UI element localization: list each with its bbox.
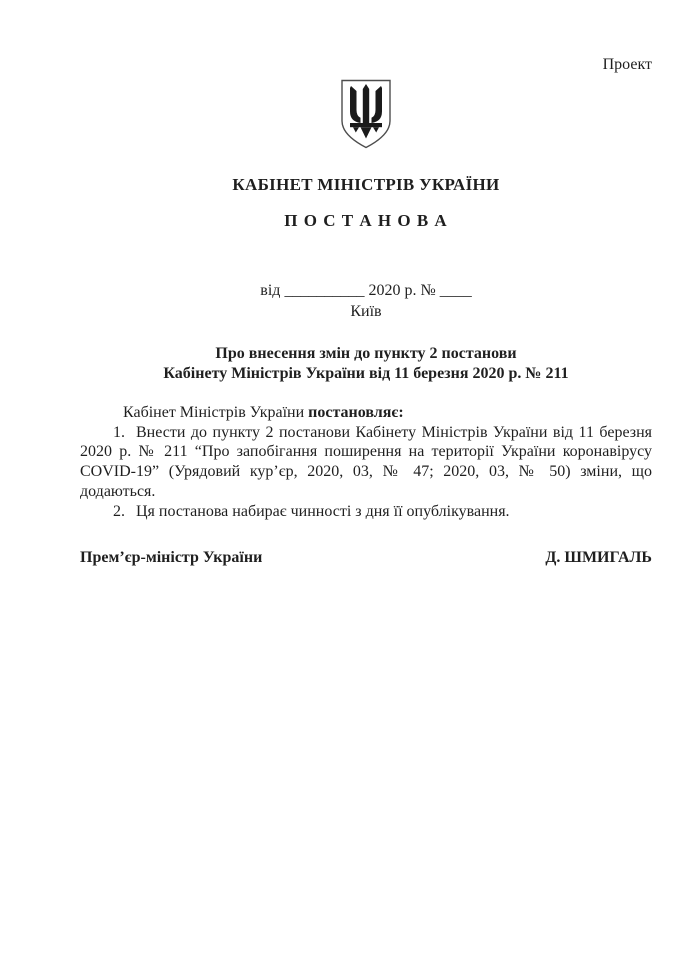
document-body [80,403,652,521]
doc-title-line2: Кабінету Міністрів України від 11 березня 2020 р. № 211 [163,365,569,382]
doc-title [80,344,652,384]
city-label: Київ [350,303,382,320]
date-number-line: від __________ 2020 р. № ____ [260,282,472,299]
clause-1 [80,423,652,502]
signature-row [80,548,652,568]
doc-title-line1: Про внесення змін до пункту 2 постанови [215,345,517,362]
preamble [80,403,652,423]
clause-2-text: Ця постанова набирає чинності з дня її опублікування. [136,502,510,520]
signature-name: Д. ШМИГАЛЬ [545,549,652,567]
draft-label: Проект [602,56,652,73]
clause-2 [80,502,652,522]
ukraine-trident-icon [339,79,393,149]
clause-2-number: 2. [113,502,125,520]
clause-1-number: 1. [113,423,125,441]
signature-position: Прем’єр-міністр України [80,549,263,567]
preamble-verb: постановляє: [308,404,404,421]
clause-1-text: Внести до пункту 2 постанови Кабінету Міністрів України від 11 березня 2020 р. № 211 “Про запобігання поширення на території України коронавірусу COVID-19” (Урядовий кур’єр, 2020, 03, № 47; 2020, 03, № 50) зміни, що додаються. [80,423,652,500]
preamble-lead: Кабінет Міністрів України [123,404,309,421]
coat-of-arms-emblem [80,79,652,149]
doc-type-heading: П О С Т А Н О В А [284,211,448,230]
org-name: КАБІНЕТ МІНІСТРІВ УКРАЇНИ [232,175,500,194]
